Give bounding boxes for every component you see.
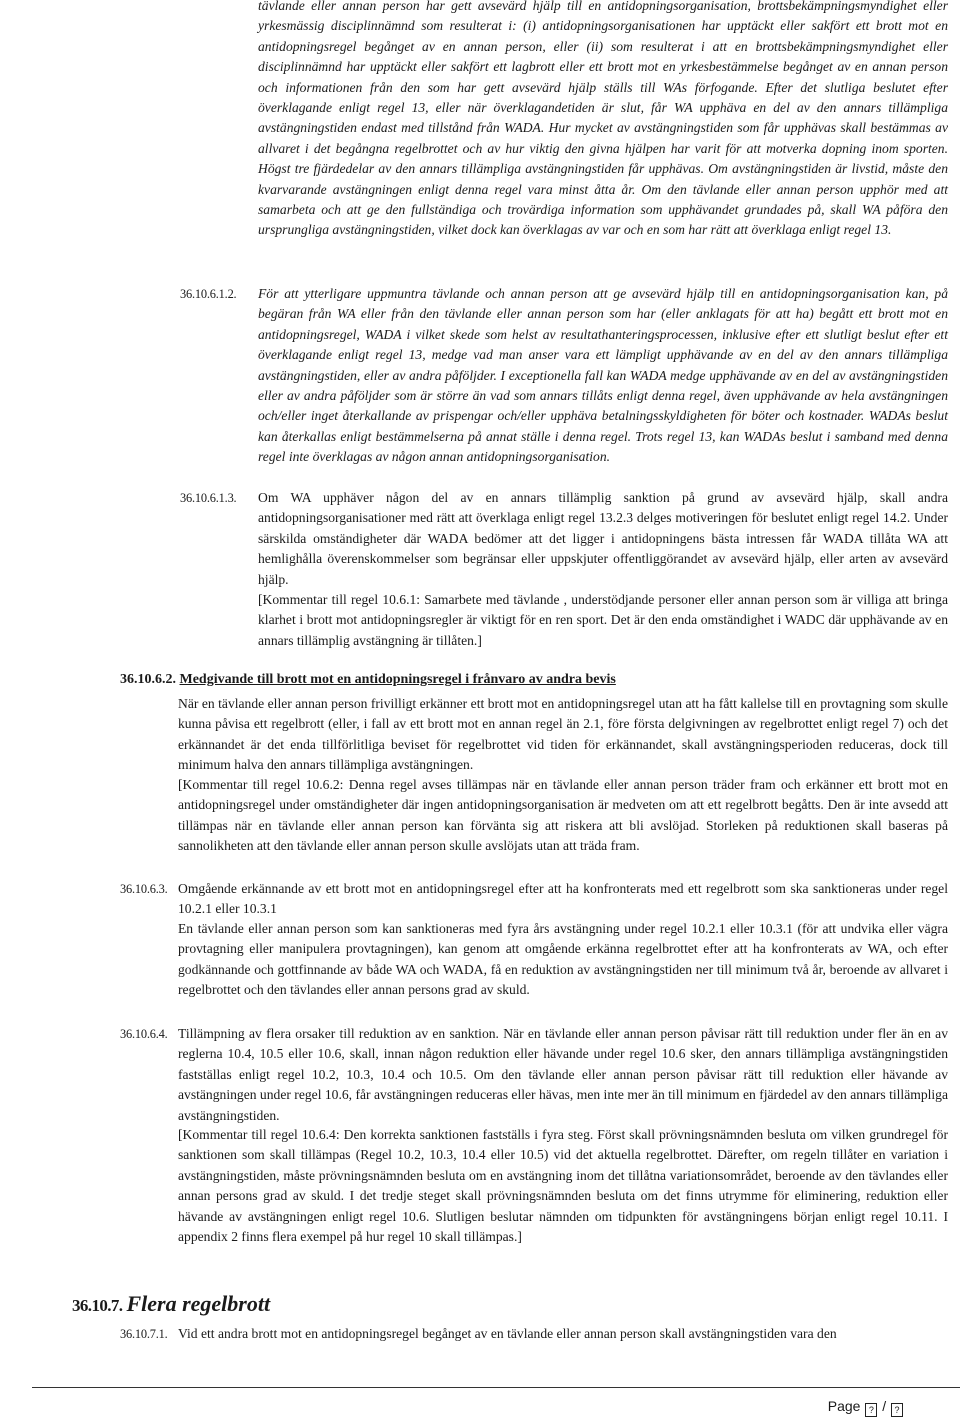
- section-heading-10-6-2: [120, 670, 616, 690]
- comment-10-6-1: [Kommentar till regel 10.6.1: Samarbete med tävlande , understödjande personer eller annan person som är villiga att bringa klarhet i brott mot antidopningsregler är viktigt för en ren sport. Det är den enda omständighet i WADC där upphävande av en annars tillämplig avstängning är tillåten.]: [258, 592, 948, 648]
- paragraph-10-6-4: Tillämpning av flera orsaker till reduktion av en sanktion. När en tävlande eller annan person påvisar rätt till reduktion under fler än en av reglerna 10.4, 10.5 eller 10.6, skall, innan någon reduktion eller hävande under regel 10.6 sker, den annars tillämpliga avstängningstiden fastställas enligt regel 10.2, 10.3, 10.4 och 10.5. Om den tävlande eller annan person påvisar rätt till reduktion eller hävande av avstängningen under regel 10.6, får avstängningen reduceras eller hävas, men inte mer än till minimum en fjärdedel av den annars tillämpliga avstängningstiden.: [178, 1026, 948, 1123]
- paragraph-10-6-3-heading: Omgående erkännande av ett brott mot en antidopningsregel efter att ha konfronterats med ett regelbrott som ska sanktioneras under regel 10.2.1 eller 10.3.1: [178, 881, 948, 917]
- section-heading-10-7: [72, 1289, 270, 1322]
- section-number: 36.10.6.3.: [120, 882, 168, 896]
- paragraph-10-6-3: En tävlande eller annan person som kan sanktioneras med fyra års avstängning under regel 10.2.1 eller 10.3.1 (för att undvika eller vägra provtagning eller manipulera provtagningen), kan genom att omgående erkänna regelbrottet efter att ha konfronterats av WA, och efter godkännande och gottfinnande av både WA och WADA, få en reduktion av avstängningstiden ner till minimum två år, beroende av allvaret i regelbrottet och den tävlandes eller annan persons grad av skuld.: [178, 921, 948, 998]
- paragraph-10-6-1-3: Om WA upphäver någon del av en annars tillämplig sanktion på grund av avsevärd hjälp, skall andra antidopningsorganisationer med rätt att överklaga enligt regel 13.2.3 delges motiveringen för beslutet enligt regel 14.2. Under särskilda omständigheter där WADA bedömer att det ligger i antidopningens bästa intressen får WADA tillåta WA att hemlighålla överenskommelser som begränsar eller uppskjuter offentliggörandet av avsevärd hjälp, eller arten av avsevärd hjälp.: [258, 490, 948, 587]
- footer-rule: [32, 1387, 960, 1388]
- section-number: 36.10.6.1.3.: [180, 491, 237, 505]
- section-title: Medgivande till brott mot en antidopningsregel i frånvaro av andra bevis: [179, 672, 616, 687]
- paragraph-continuation: tävlande eller annan person har gett avsevärd hjälp till en antidopningsorganisation, brottsbekämpningsmyndighet eller yrkesmässig disciplinnämnd som resulterat i: (i) antidopningsorganisationen har upptäckt eller sakfört ett brott mot en antidopningsregel begånget av en annan person, eller (ii) som resulterat i att en brottsbekämpningsmyndighet eller disciplinnämnd har upptäckt eller sakfört ett lagbrott eller ett brott mot en yrkesbestämmelse begånget av en annan person och informationen från den som har gett avsevärd hjälp ställs till WAs förfogande. Efter det slutliga beslutet efter överklagande enligt regel 13, eller när överklagandetiden är slut, får WA upphäva en del av den annars tillämpliga avstängningstiden endast med tillstånd från WADA. Hur mycket av avstängningstiden som får upphävas skall bestämmas av allvaret i det begångna regelbrottet och av hur viktig den givna hjälpen har varit för att motverka dopning inom sporten. Högst tre fjärdedelar av den annars tillämpliga avstängningstiden får upphävas. Om avstängningstiden är livstid, måste den kvarvarande avstängningen enligt denna regel vara minst åtta år. Om den tävlande eller annan person upphör med att samarbeta och att ge den fullständiga och trovärdiga information som upphävandet grundades på, skall WA påföra den ursprungliga avstängningstiden, vilket dock kan överklagas av var och en som har rätt att överklaga enligt regel 13.: [258, 0, 948, 238]
- section-number: 36.10.7.1.: [120, 1327, 168, 1341]
- section-number: 36.10.6.1.2.: [180, 287, 237, 301]
- page-label: Page: [827, 1398, 861, 1414]
- section-number: 36.10.7.: [72, 1296, 123, 1315]
- page-footer: [828, 1396, 904, 1417]
- comment-10-6-2: [Kommentar till regel 10.6.2: Denna regel avses tillämpas när en tävlande eller annan person träder fram och erkänner ett brott mot en antidopningsregel under omständigheter där ingen antidopningsorganisation är medveten om att ett regelbrott begåtts. Den är inte avsedd att tillämpas när en tävlande eller annan person kan förvänta sig att riskera att bli avslöjad. Storleken på reduktionen skall baseras på sannolikheten att den tävlande eller annan person skulle avslöjats utan att träda fram.: [178, 777, 948, 854]
- comment-10-6-4: [Kommentar till regel 10.6.4: Den korrekta sanktionen fastställs i fyra steg. Först skall prövningsnämnden besluta om vilken grundregel för sanktionen som skall tillämpas (Regel 10.2, 10.3, 10.4 eller 10.5) vid det aktuella regelbrottet. Därefter, om regeln tillåter en variation i avstängningstiden, måste prövningsnämnden besluta om en avstängning inom det tillåtna variationsområdet, beroende av den tävlandes eller annan persons grad av skuld. I det tredje steget skall prövningsnämnden besluta om det finns utrymme för eliminering, reduktion eller hävande av avstängningen enligt regel 10.6. Slutligen beslutar nämnden om tidpunkten för avstängningens början enligt regel 10.11. I appendix 2 finns flera exempel på hur regel 10 skall tillämpas.]: [178, 1127, 948, 1245]
- page-separator: /: [882, 1398, 887, 1414]
- section-number: 36.10.6.2.: [120, 672, 176, 687]
- page-total: ?: [891, 1403, 903, 1417]
- paragraph-10-6-1-2: För att ytterligare uppmuntra tävlande och annan person att ge avsevärd hjälp till en antidopningsorganisation kan, på begäran från WA eller från den tävlande eller annan person som har (eller anklagats för att ha) begått ett brott mot en antidopningsregel, WADA i vilket skede som helst av resultathanteringsprocessen, inklusive efter ett slutligt beslut efter ett överklagande enligt regel 13, medge vad man anser vara ett lämpligt upphävande av en del av den annars tillämpliga avstängningstiden, eller av andra påföljder. I exceptionella fall kan WADA medge upphävande av en del av avstängningstiden eller av andra påföljder som är större än vad som annars tillåts enligt denna regel, även upphävande av hela avstängningen och/eller inget återkallande av prispengar och/eller upphäva betalningsskyldigheten för böter och kostnader. WADAs beslut kan återkallas enligt bestämmelserna på annat ställe i denna regel. Trots regel 13, kan WADAs beslut i samband med denna regel inte överklagas av någon annan antidopningsorganisation.: [258, 286, 948, 465]
- paragraph-10-7-1: Vid ett andra brott mot en antidopningsregel begånget av en tävlande eller annan person skall avstängningstiden vara den: [178, 1326, 837, 1341]
- paragraph-10-6-2: När en tävlande eller annan person frivilligt erkänner ett brott mot en antidopningsregel utan att ha fått kallelse till en provtagning som skulle kunna påvisa ett regelbrott (eller, i fall av ett brott mot en annan regel än 2.1, före första delgivningen av regelbrottet enligt regel 7) och det erkännandet är det enda tillförlitliga beviset för regelbrottet vid tiden för erkännandet, skall avstängningsperioden reduceras, dock till minimum halva den annars tillämpliga avstängningen.: [178, 696, 948, 773]
- page-current: ?: [865, 1403, 877, 1417]
- section-title: Flera regelbrott: [126, 1291, 271, 1316]
- section-number: 36.10.6.4.: [120, 1027, 168, 1041]
